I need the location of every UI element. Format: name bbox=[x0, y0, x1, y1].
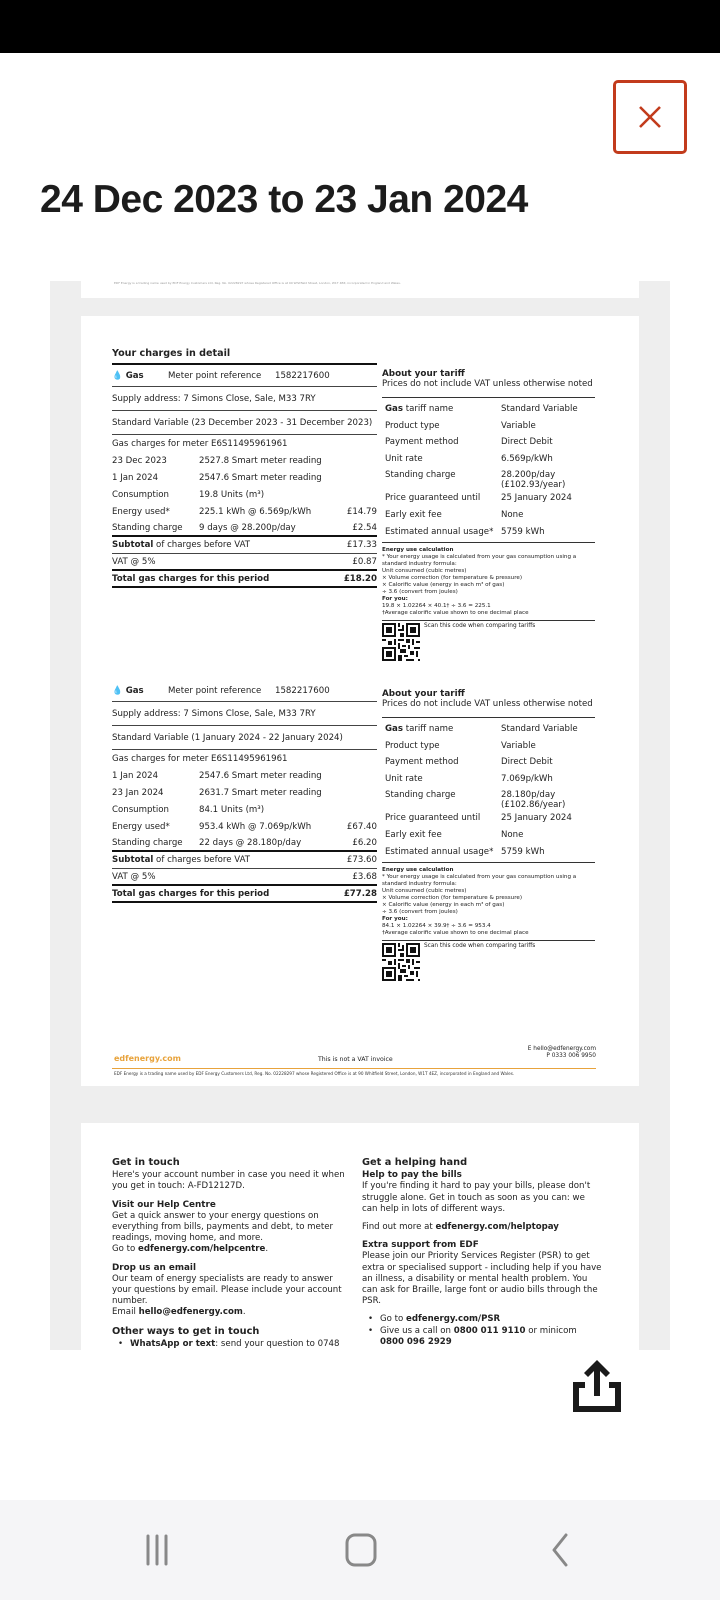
calc-line: * Your energy usage is calculated from your gas consumption using a standard industry formula: bbox=[382, 554, 577, 568]
tariff-key: Payment method bbox=[385, 437, 459, 448]
row-detail: 19.8 Units (m³) bbox=[199, 489, 265, 500]
home-icon bbox=[344, 1533, 378, 1567]
section-title: Your charges in detail bbox=[112, 348, 377, 365]
tariff-row bbox=[382, 721, 595, 738]
tariff-value: 5759 kWh bbox=[501, 526, 545, 537]
tariff-period: Standard Variable (23 December 2023 - 31 December 2023) bbox=[112, 411, 377, 435]
row-label: 23 Jan 2024 bbox=[112, 787, 164, 798]
charges-block-period-2 bbox=[112, 680, 377, 903]
not-vat-notice: This is not a VAT invoice bbox=[318, 1056, 393, 1063]
tariff-key: tariff name bbox=[402, 724, 454, 734]
total-label: Total gas charges for this period bbox=[112, 573, 270, 584]
row-label: Standing charge bbox=[112, 522, 183, 533]
tariff-value: 7.069p/kWh bbox=[501, 773, 553, 784]
share-button[interactable] bbox=[570, 1358, 624, 1414]
share-icon bbox=[570, 1358, 624, 1414]
help-centre-title: Visit our Help Centre bbox=[112, 1199, 216, 1210]
row-detail: 84.1 Units (m³) bbox=[199, 804, 265, 815]
calc-line: × Calorific value (energy in each m³ of gas) bbox=[382, 582, 505, 589]
supply-address: Supply address: 7 Simons Close, Sale, M33 7RY bbox=[112, 387, 377, 411]
pay-bills-text: If you're finding it hard to pay your bills, please don't struggle alone. Get in touch as soon as you can: we can help in lots of different ways. bbox=[362, 1181, 591, 1214]
email-body: Our team of energy specialists are ready to answer your questions by email. Please include your account number. bbox=[112, 1273, 342, 1307]
row-label: Standing charge bbox=[112, 837, 183, 848]
legal-footer: EDF Energy is a trading name used by EDF Energy Customers Ltd, Reg. No. 02228297 whose Registered Office is at 90 Whitfield Street, London, W1T 4EZ, incorporated in England and Wales. bbox=[114, 1071, 515, 1076]
tariff-value: Direct Debit bbox=[501, 757, 553, 768]
tariff-value: 6.569p/kWh bbox=[501, 453, 553, 464]
tariff-table bbox=[382, 398, 595, 543]
meter-point-value: 1582217600 bbox=[275, 685, 330, 696]
tariff-key: Estimated annual usage* bbox=[385, 526, 494, 537]
tariff-key: Early exit fee bbox=[385, 829, 442, 840]
gas-header bbox=[112, 680, 377, 702]
subtotal-amount: £73.60 bbox=[346, 855, 377, 865]
call-mid: or minicom bbox=[525, 1325, 577, 1336]
row-amount: £14.79 bbox=[346, 506, 377, 517]
calc-line: × Calorific value (energy in each m³ of gas) bbox=[382, 902, 505, 909]
document-page-previous bbox=[81, 281, 639, 298]
help-centre-body: Get a quick answer to your energy questions on everything from bills, payments and debt, to meter readings, moving home, and more. bbox=[112, 1210, 334, 1244]
find-out-more bbox=[362, 1222, 602, 1233]
tariff-block-period-1 bbox=[382, 369, 595, 661]
vat-row bbox=[112, 869, 377, 886]
row-label: Consumption bbox=[112, 804, 169, 815]
extra-support-text: Please join our Priority Services Register (PSR) to get extra or specialised support - including help if you have an illness, a disability or mental health problem. You can ask for Braille, large font or audio bills through the PSR. bbox=[362, 1251, 602, 1307]
tariff-key: tariff name bbox=[402, 404, 454, 414]
supply-address: Supply address: 7 Simons Close, Sale, M33 7RY bbox=[112, 702, 377, 726]
recents-button[interactable] bbox=[128, 1528, 188, 1572]
qr-row bbox=[382, 941, 595, 981]
list-item bbox=[118, 1339, 347, 1350]
meter-point-value: 1582217600 bbox=[275, 370, 330, 381]
charge-row bbox=[112, 835, 377, 852]
energy-calculation bbox=[382, 863, 595, 941]
tariff-value: None bbox=[501, 509, 524, 520]
row-detail: 2547.6 Smart meter reading bbox=[199, 770, 322, 781]
for-you-label: For you: bbox=[382, 916, 408, 923]
tariff-key-bold: Gas bbox=[385, 404, 403, 414]
row-label: Consumption bbox=[112, 489, 169, 500]
tariff-value: Standard Variable bbox=[501, 404, 578, 414]
subtotal-row bbox=[112, 852, 377, 869]
tariff-row bbox=[382, 787, 595, 810]
tariff-row bbox=[382, 524, 595, 541]
help-centre-link[interactable]: edfenergy.com/helpcentre bbox=[138, 1244, 266, 1255]
for-you-formula: 19.8 × 1.02264 × 40.1† ÷ 3.6 = 225.1 bbox=[382, 603, 491, 610]
meter-line-text: Gas charges for meter E6S11495961961 bbox=[112, 753, 288, 764]
total-label: Total gas charges for this period bbox=[112, 888, 270, 899]
status-bar bbox=[0, 0, 720, 53]
document-page-charges bbox=[81, 316, 639, 1086]
document-viewer[interactable] bbox=[50, 281, 670, 1350]
row-label: 1 Jan 2024 bbox=[112, 770, 159, 781]
row-label: Energy used* bbox=[112, 506, 170, 517]
row-detail: 953.4 kWh @ 7.069p/kWh bbox=[199, 821, 312, 832]
page-title: 24 Dec 2023 to 23 Jan 2024 bbox=[40, 178, 528, 221]
get-in-touch-title: Get in touch bbox=[112, 1157, 180, 1168]
tariff-key: Payment method bbox=[385, 757, 459, 768]
charge-row bbox=[112, 503, 377, 520]
home-button[interactable] bbox=[331, 1528, 391, 1572]
row-detail: 225.1 kWh @ 6.569p/kWh bbox=[199, 506, 312, 517]
subtotal-row bbox=[112, 537, 377, 554]
tariff-row bbox=[382, 418, 595, 435]
charge-row bbox=[112, 767, 377, 784]
qr-code-icon bbox=[382, 943, 420, 981]
tariff-row bbox=[382, 771, 595, 788]
footer-rule bbox=[112, 1068, 596, 1069]
brand-link[interactable]: edfenergy.com bbox=[114, 1054, 181, 1063]
call-prefix: Give us a call on bbox=[380, 1325, 454, 1336]
row-detail: 2527.8 Smart meter reading bbox=[199, 455, 322, 466]
total-amount: £77.28 bbox=[343, 888, 377, 899]
minicom-number[interactable]: 0800 096 2929 bbox=[380, 1336, 452, 1347]
tariff-subtitle: Prices do not include VAT unless otherwise noted bbox=[382, 379, 595, 398]
tariff-value: None bbox=[501, 829, 524, 840]
helping-hand-title: Get a helping hand bbox=[362, 1157, 468, 1168]
tariff-value: 5759 kWh bbox=[501, 846, 545, 857]
charge-row bbox=[112, 452, 377, 469]
other-ways-list bbox=[112, 1339, 347, 1350]
tariff-row bbox=[382, 754, 595, 771]
tariff-title: About your tariff bbox=[382, 689, 465, 699]
charge-row bbox=[112, 469, 377, 486]
tariff-value: Variable bbox=[501, 420, 536, 431]
energy-calculation bbox=[382, 543, 595, 621]
fuel-label: Gas bbox=[125, 370, 144, 381]
tariff-value: 25 January 2024 bbox=[501, 813, 572, 824]
legal-footer: EDF Energy is a trading name used by EDF Energy Customers Ltd, Reg. No. 02228297 whose Registered Office is at 90 Whitfield Street, London, W1T 4EZ, incorporated in England and Wales. bbox=[114, 281, 401, 285]
tariff-row bbox=[382, 827, 595, 844]
recents-icon bbox=[142, 1534, 174, 1566]
helping-hand-column bbox=[362, 1157, 602, 1348]
row-label: 23 Dec 2023 bbox=[112, 455, 167, 466]
qr-caption: Scan this code when comparing tariffs bbox=[424, 623, 536, 630]
tariff-row bbox=[382, 738, 595, 755]
tariff-row bbox=[382, 451, 595, 468]
vat-label: VAT @ 5% bbox=[112, 871, 156, 882]
get-in-touch-column bbox=[112, 1157, 347, 1350]
flame-icon: 💧 bbox=[112, 370, 123, 381]
meter-line bbox=[112, 435, 377, 452]
total-row bbox=[112, 571, 377, 588]
subtotal-label: of charges before VAT bbox=[153, 540, 251, 550]
tariff-key: Standing charge bbox=[385, 470, 456, 481]
tariff-value: Variable bbox=[501, 740, 536, 751]
tariff-row bbox=[382, 401, 595, 418]
tariff-key: Unit rate bbox=[385, 773, 423, 784]
meter-line-text: Gas charges for meter E6S11495961961 bbox=[112, 438, 288, 449]
helptopay-link[interactable]: edfenergy.com/helptopay bbox=[435, 1222, 559, 1233]
calc-line: × Volume correction (for temperature & pressure) bbox=[382, 895, 523, 902]
subtotal-amount: £17.33 bbox=[346, 540, 377, 550]
calc-line: ÷ 3.6 (convert from joules) bbox=[382, 589, 458, 596]
charge-row bbox=[112, 784, 377, 801]
tariff-title: About your tariff bbox=[382, 369, 465, 379]
subtotal-label-bold: Subtotal bbox=[112, 540, 154, 550]
vat-amount: £0.87 bbox=[352, 556, 377, 567]
vat-row bbox=[112, 554, 377, 571]
document-page-help bbox=[81, 1123, 639, 1350]
calc-line: * Your energy usage is calculated from your gas consumption using a standard industry formula: bbox=[382, 874, 577, 888]
tariff-row bbox=[382, 434, 595, 451]
row-amount: £6.20 bbox=[352, 837, 377, 848]
row-label: 1 Jan 2024 bbox=[112, 472, 159, 483]
qr-code-icon bbox=[382, 623, 420, 661]
gas-header bbox=[112, 365, 377, 387]
calc-title: Energy use calculation bbox=[382, 547, 454, 554]
contact-info bbox=[528, 1046, 596, 1060]
vat-label: VAT @ 5% bbox=[112, 556, 156, 567]
pay-bills-title: Help to pay the bills bbox=[362, 1170, 462, 1181]
meter-line bbox=[112, 750, 377, 767]
charge-row bbox=[112, 801, 377, 818]
calc-line: Unit consumed (cubic metres) bbox=[382, 888, 467, 895]
psr-prefix: Go to bbox=[380, 1314, 407, 1325]
calc-line: Unit consumed (cubic metres) bbox=[382, 568, 467, 575]
tariff-key-bold: Gas bbox=[385, 724, 403, 734]
calc-footnote: †Average calorific value shown to one decimal place bbox=[382, 930, 529, 937]
email-prefix: Email bbox=[112, 1307, 139, 1318]
fuel-label: Gas bbox=[125, 685, 144, 696]
system-nav-bar bbox=[0, 1500, 720, 1600]
email-title: Drop us an email bbox=[112, 1262, 196, 1273]
tariff-value: 28.200p/day bbox=[501, 470, 556, 481]
row-detail: 2547.6 Smart meter reading bbox=[199, 472, 322, 483]
list-item bbox=[368, 1314, 602, 1325]
help-centre-go: Go to bbox=[112, 1244, 139, 1255]
list-item bbox=[368, 1326, 602, 1348]
tariff-key: Estimated annual usage* bbox=[385, 846, 494, 857]
tariff-row bbox=[382, 490, 595, 507]
row-label: Energy used* bbox=[112, 821, 170, 832]
tariff-key: Early exit fee bbox=[385, 509, 442, 520]
tariff-key: Standing charge bbox=[385, 790, 456, 801]
psr-list bbox=[362, 1314, 602, 1348]
tariff-row bbox=[382, 507, 595, 524]
tariff-period: Standard Variable (1 January 2024 - 22 January 2024) bbox=[112, 726, 377, 750]
subtotal-label-bold: Subtotal bbox=[112, 855, 154, 865]
email-link[interactable]: hello@edfenergy.com bbox=[138, 1307, 243, 1318]
close-icon bbox=[637, 104, 663, 130]
for-you-formula: 84.1 × 1.02264 × 39.9† ÷ 3.6 = 953.4 bbox=[382, 923, 491, 930]
calc-title: Energy use calculation bbox=[382, 867, 454, 874]
tariff-subtitle: Prices do not include VAT unless otherwise noted bbox=[382, 699, 595, 718]
tariff-table bbox=[382, 718, 595, 863]
tariff-row bbox=[382, 467, 595, 490]
tariff-value: 25 January 2024 bbox=[501, 493, 572, 504]
qr-row bbox=[382, 621, 595, 661]
email-text: Our team of energy specialists are ready to answer your questions by email. Please include your account number. Email hello@edfenergy.com. bbox=[112, 1273, 342, 1318]
contact-phone: P 0333 006 9950 bbox=[546, 1053, 596, 1059]
tariff-key: Price guaranteed until bbox=[385, 813, 481, 824]
back-button[interactable] bbox=[530, 1528, 590, 1572]
close-button[interactable] bbox=[613, 80, 687, 154]
charge-row bbox=[112, 818, 377, 835]
back-icon bbox=[548, 1533, 572, 1567]
qr-caption: Scan this code when comparing tariffs bbox=[424, 943, 536, 950]
meter-point-label: Meter point reference bbox=[168, 685, 262, 696]
psr-link[interactable]: edfenergy.com/PSR bbox=[406, 1314, 501, 1325]
for-you-label: For you: bbox=[382, 596, 408, 603]
row-amount: £2.54 bbox=[352, 522, 377, 533]
row-detail: 2631.7 Smart meter reading bbox=[199, 787, 322, 798]
phone-number[interactable]: 0800 011 9110 bbox=[453, 1325, 526, 1336]
extra-support-title: Extra support from EDF bbox=[362, 1240, 479, 1251]
help-centre-text: Get a quick answer to your energy questions on everything from bills, payments and debt, to meter readings, moving home, and more. Go to edfenergy.com/helpcentre. bbox=[112, 1210, 334, 1255]
tariff-value: Direct Debit bbox=[501, 437, 553, 448]
subtotal-label: of charges before VAT bbox=[153, 855, 251, 865]
tariff-value: Standard Variable bbox=[501, 724, 578, 734]
row-detail: 22 days @ 28.180p/day bbox=[199, 837, 302, 848]
whatsapp-text: : send your question to 0748 bbox=[215, 1338, 340, 1349]
tariff-block-period-2 bbox=[382, 689, 595, 981]
tariff-key: Price guaranteed until bbox=[385, 493, 481, 504]
calc-footnote: †Average calorific value shown to one decimal place bbox=[382, 610, 529, 617]
tariff-value-annual: (£102.93/year) bbox=[501, 480, 566, 491]
row-amount: £67.40 bbox=[346, 821, 377, 832]
total-row bbox=[112, 886, 377, 903]
tariff-key: Product type bbox=[385, 420, 440, 431]
tariff-row bbox=[382, 844, 595, 861]
charge-row bbox=[112, 486, 377, 503]
flame-icon: 💧 bbox=[112, 685, 123, 696]
contact-email: E hello@edfenergy.com bbox=[527, 1046, 596, 1052]
find-prefix: Find out more at bbox=[362, 1222, 436, 1233]
tariff-key: Product type bbox=[385, 740, 440, 751]
tariff-key: Unit rate bbox=[385, 453, 423, 464]
tariff-value: 28.180p/day bbox=[501, 790, 556, 801]
vat-amount: £3.68 bbox=[352, 871, 377, 882]
charges-block-period-1 bbox=[112, 348, 377, 588]
row-detail: 9 days @ 28.200p/day bbox=[199, 522, 296, 533]
calc-line: × Volume correction (for temperature & pressure) bbox=[382, 575, 523, 582]
whatsapp-label: WhatsApp or text bbox=[130, 1338, 216, 1349]
meter-point-label: Meter point reference bbox=[168, 370, 262, 381]
other-ways-title: Other ways to get in touch bbox=[112, 1325, 260, 1337]
total-amount: £18.20 bbox=[343, 573, 377, 584]
calc-line: ÷ 3.6 (convert from joules) bbox=[382, 909, 458, 916]
account-number-text: Here's your account number in case you need it when you get in touch: A-FD12127D. bbox=[112, 1170, 345, 1192]
tariff-row bbox=[382, 810, 595, 827]
tariff-value-annual: (£102.86/year) bbox=[501, 800, 566, 811]
charge-row bbox=[112, 520, 377, 537]
